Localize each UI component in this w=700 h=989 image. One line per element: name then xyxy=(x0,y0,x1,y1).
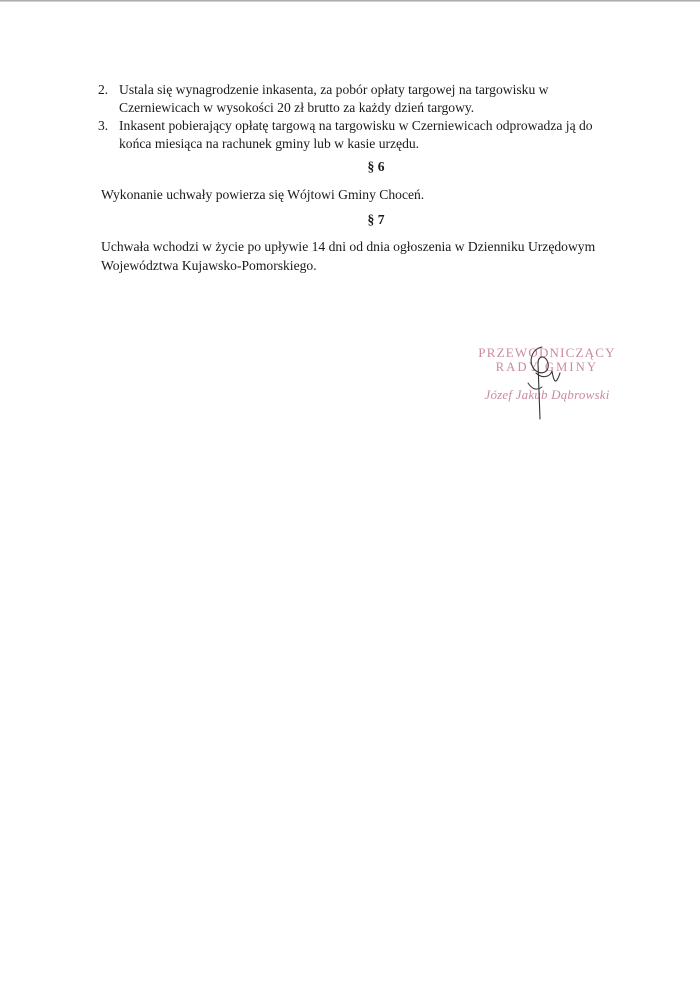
section-7-text xyxy=(101,237,631,275)
list-item xyxy=(98,117,618,153)
section-6-heading: § 6 xyxy=(367,159,385,174)
stamp-title: PRZEWODNICZĄCY xyxy=(478,345,616,360)
list-item-line: Ustala się wynagrodzenie inkasenta, za pobór opłaty targowej na targowisku w xyxy=(119,82,549,97)
list-item xyxy=(98,81,618,117)
chairman-stamp xyxy=(462,343,632,423)
section-6-text: Wykonanie uchwały powierza się Wójtowi Gminy Choceń. xyxy=(101,187,425,202)
section-7-line: Województwa Kujawsko-Pomorskiego. xyxy=(101,258,317,273)
list-item-line: Inkasent pobierający opłatę targową na targowisku w Czerniewicach odprowadza ją do xyxy=(119,118,593,133)
stamp-name: Józef Jakub Dąbrowski xyxy=(484,387,610,402)
section-7-heading: § 7 xyxy=(367,212,385,227)
scan-edge xyxy=(0,0,700,2)
list-item-number: 2. xyxy=(98,82,109,97)
stamp-subtitle: RADY GMINY xyxy=(495,360,599,374)
list-item-number: 3. xyxy=(98,118,109,133)
section-7-line: Uchwała wchodzi w życie po upływie 14 dni od dnia ogłoszenia w Dzienniku Urzędowym xyxy=(101,239,596,254)
list-item-line: końca miesiąca na rachunek gminy lub w kasie urzędu. xyxy=(119,136,420,151)
handwritten-signature xyxy=(462,343,632,423)
numbered-list xyxy=(98,81,618,153)
list-item-line: Czerniewicach w wysokości 20 zł brutto za każdy dzień targowy. xyxy=(119,100,475,115)
